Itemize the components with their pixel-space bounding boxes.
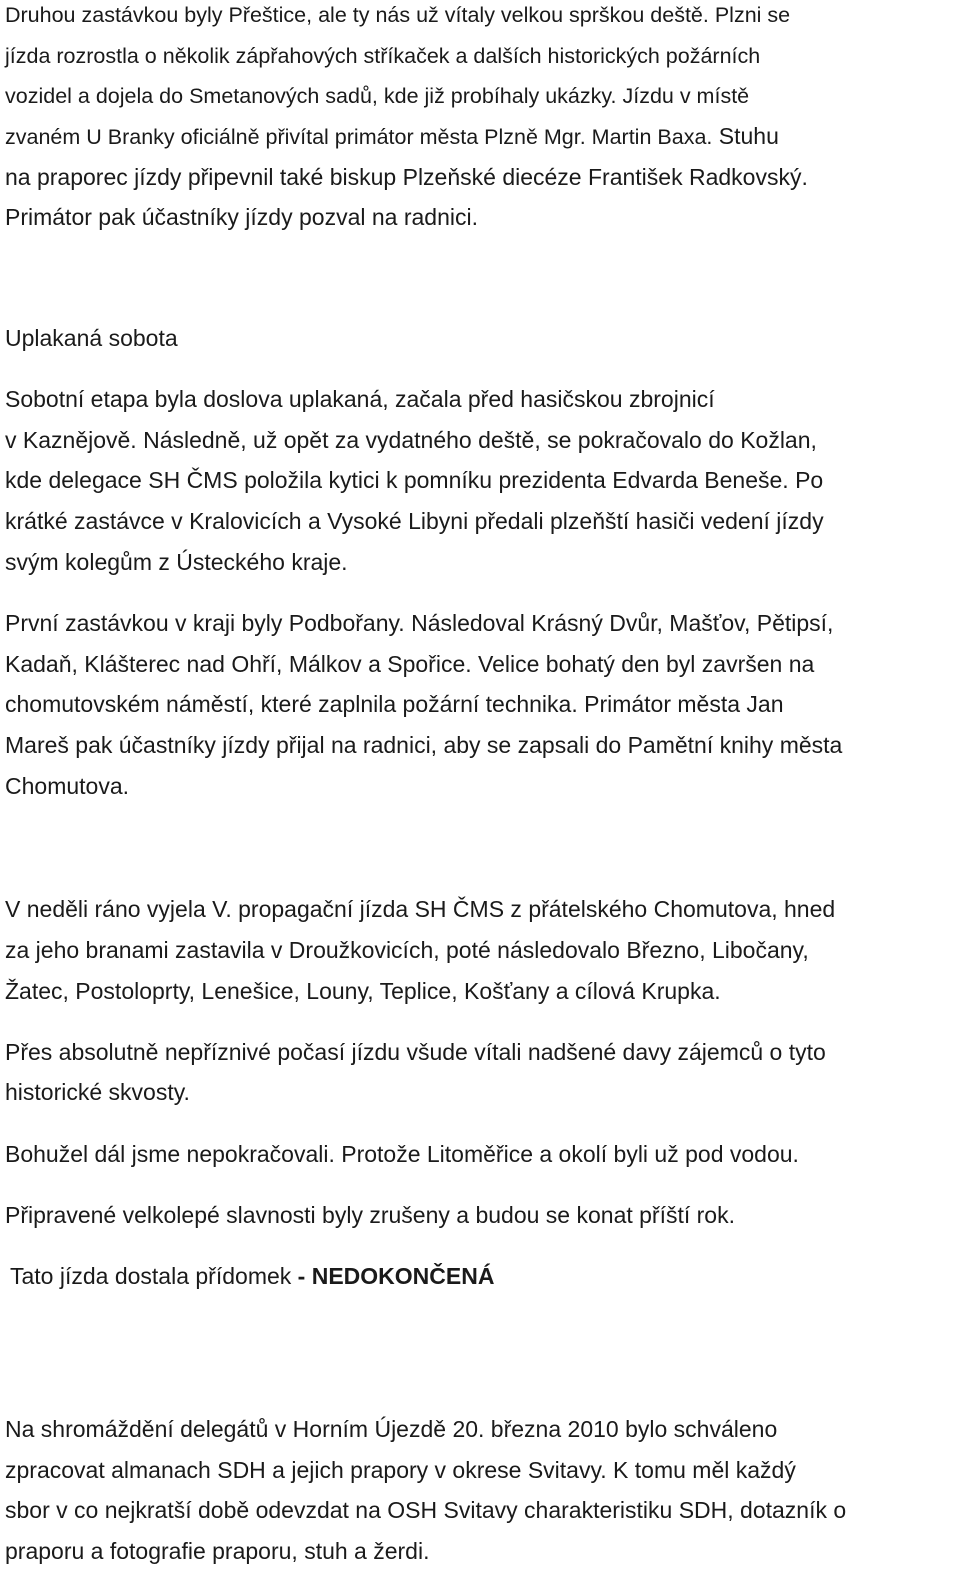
text-line [5,1531,429,1572]
text-line [5,75,749,117]
line-text: zpracovat almanach SDH a jejich prapory v okrese Svitavy. K tomu měl každý [5,1457,796,1483]
line-text: za jeho branami zastavila v Droužkovicích, poté následovalo Březno, Libočany, [5,937,809,963]
line-text: Žatec, Postoloprty, Lenešice, Louny, Teplice, Košťany a cílová Krupka. [5,978,721,1004]
text-line [5,889,835,930]
line-text: Uplakaná sobota [5,325,178,351]
line-text: Primátor pak účastníky jízdy pozval na radnici. [5,204,478,230]
text-line [5,0,790,36]
line-text: Sobotní etapa byla doslova uplakaná, začala před hasičskou zbrojnicí [5,386,715,412]
text-line [5,318,178,359]
line-text: na praporec jízdy připevnil také biskup Plzeňské diecéze František Radkovský. [5,164,808,190]
line-text: Druhou zastávkou byly Přeštice, ale ty nás už vítaly velkou sprškou deště. Plzni se [5,3,791,27]
line-text: zvaném U Branky oficiálně přivítal primátor města Plzně Mgr. Martin Baxa. [5,125,713,149]
line-text: praporu a fotografie praporu, stuh a žerdi. [5,1538,430,1564]
text-line [5,1134,799,1175]
line-text: Bohužel dál jsme nepokračovali. Protože Litoměřice a okolí byli už pod vodou. [5,1141,799,1167]
text-line [5,1490,846,1531]
line-text: Mareš pak účastníky jízdy přijal na radnici, aby se zapsali do Pamětní knihy města [5,732,843,758]
text-line [5,971,721,1012]
text-line [5,501,824,542]
text-line [5,379,715,420]
text-line [5,420,817,461]
text-line [5,1072,190,1113]
line-text: historické skvosty. [5,1079,190,1105]
text-line [5,157,808,198]
text-line [5,766,129,807]
text-line [5,1450,796,1491]
line-text: Na shromáždění delegátů v Horním Újezdě 20. března 2010 bylo schváleno [5,1416,778,1442]
text-line [5,460,823,501]
line-text: První zastávkou v kraji byly Podbořany. Následoval Krásný Dvůr, Mašťov, Pětipsí, [5,610,834,636]
line-text: Stuhu [712,123,779,149]
text-line [5,35,760,77]
text-line [5,1032,826,1073]
line-text: V neděli ráno vyjela V. propagační jízda SH ČMS z přátelského Chomutova, hned [5,896,836,922]
text-line [5,684,784,725]
text-line [5,725,842,766]
line-text: sbor v co nejkratší době odevzdat na OSH Svitavy charakteristiku SDH, dotazník o [5,1497,847,1523]
text-line [5,644,814,685]
text-line [5,1409,777,1450]
text-line [5,116,779,158]
text-line [5,930,809,971]
line-text: svým kolegům z Ústeckého kraje. [5,549,348,575]
line-text: Kadaň, Klášterec nad Ohří, Málkov a Spořice. Velice bohatý den byl završen na [5,651,815,677]
emphasis-text: - NEDOKONČENÁ [297,1263,495,1289]
line-text: Tato jízda dostala přídomek [10,1263,298,1289]
text-line [5,197,478,238]
line-text: jízda rozrostla o několik zápřahových stříkaček a dalších historických požárních [5,44,761,68]
line-text: v Kaznějově. Následně, už opět za vydatného deště, se pokračovalo do Kožlan, [5,427,817,453]
line-text: Chomutova. [5,773,130,799]
text-line [5,542,348,583]
text-line [10,1256,494,1297]
line-text: chomutovském náměstí, které zaplnila požární technika. Primátor města Jan [5,691,784,717]
line-text: kde delegace SH ČMS položila kytici k pomníku prezidenta Edvarda Beneše. Po [5,467,824,493]
line-text: krátké zastávce v Kralovicích a Vysoké Libyni předali plzeňští hasiči vedení jízdy [5,508,824,534]
line-text: Přes absolutně nepříznivé počasí jízdu všude vítali nadšené davy zájemců o tyto [5,1039,826,1065]
text-line [5,1195,735,1236]
line-text: vozidel a dojela do Smetanových sadů, kde již probíhaly ukázky. Jízdu v místě [5,84,750,108]
text-line [5,603,833,644]
line-text: Připravené velkolepé slavnosti byly zrušeny a budou se konat příští rok. [5,1202,735,1228]
